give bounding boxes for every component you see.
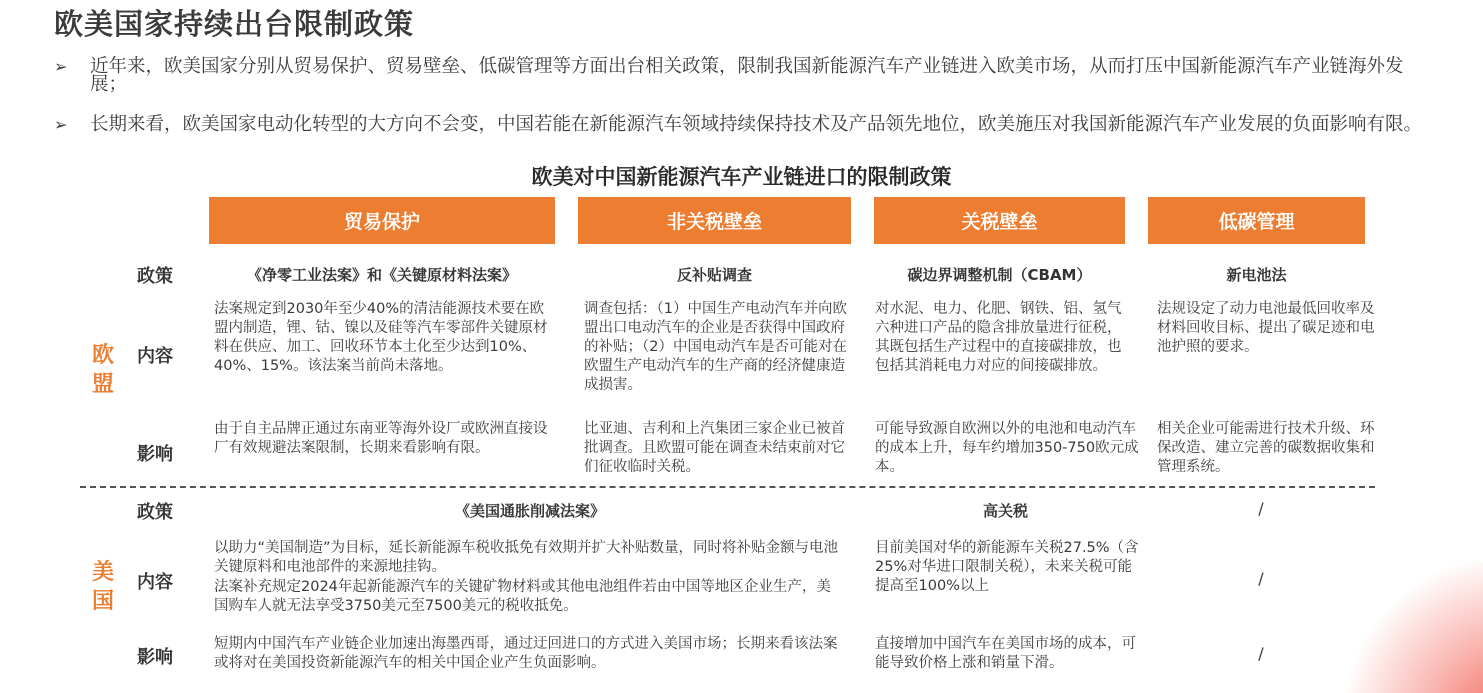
bullet-text: 长期来看，欧美国家电动化转型的大方向不会变，中国若能在新能源汽车领域持续保持技术及产品领先地位，欧美施压对我国新能源汽车产业发展的负面影响有限。 <box>90 114 1423 135</box>
region-us: 美国 <box>91 560 114 614</box>
us-impact-ira: 短期内中国汽车产业链企业加速出海墨西哥，通过迂回进口的方式进入美国市场；长期来看该法案或将对在美国投资新能源汽车的相关中国企业产生负面影响。 <box>214 636 838 671</box>
us-content-ira-1: 以助力“美国制造”为目标，延长新能源车税收抵免有效期并扩大补贴数量，同时将补贴金额与电池关键原料和电池部件的来源地挂钩。 <box>214 540 839 575</box>
eu-row-label-policy: 政策 <box>137 266 173 287</box>
header-non-tariff-barrier: 非关税壁垒 <box>578 197 851 244</box>
header-tariff-barrier: 关税壁垒 <box>874 197 1125 244</box>
eu-policy-trade: 《净零工业法案》和《关键原材料法案》 <box>246 266 517 284</box>
eu-content-trade: 法案规定到2030年至少40%的清洁能源技术要在欧盟内制造，锂、钴、镍以及硅等汽车零部件关键原材料在供应、加工、回收环节本土化至少达到10%、40%、15%。该法案当前尚未落地。 <box>214 301 548 374</box>
us-content-ira-2: 法案补充规定2024年起新能源汽车的关键矿物材料或其他电池组件若由中国等地区企业生产，美国购车人就无法享受3750美元至7500美元的税收抵免。 <box>214 579 831 614</box>
bullet-2 <box>54 116 1440 134</box>
us-impact-lowcarbon: / <box>1258 644 1264 663</box>
us-policy-lowcarbon: / <box>1258 499 1264 518</box>
eu-row-label-content: 内容 <box>137 346 173 367</box>
us-content-tariff: 目前美国对华的新能源车关税27.5%（含25%对华进口限制关税），未来关税可能提高至100%以上 <box>875 540 1139 594</box>
section-divider <box>80 486 1375 488</box>
eu-impact-trade: 由于自主品牌正通过东南亚等海外设厂或欧洲直接设厂有效规避法案限制，长期来看影响有限。 <box>214 421 548 456</box>
us-row-label-content: 内容 <box>137 572 173 593</box>
eu-impact-lowcarbon: 相关企业可能需进行技术升级、环保改造、建立完善的碳数据收集和管理系统。 <box>1157 421 1375 475</box>
us-policy-tariff: 高关税 <box>982 502 1028 520</box>
us-impact-tariff: 直接增加中国汽车在美国市场的成本，可能导致价格上涨和销量下滑。 <box>875 636 1136 671</box>
bullet-text: 近年来，欧美国家分别从贸易保护、贸易壁垒、低碳管理等方面出台相关政策，限制我国新能源汽车产业链进入欧美市场，从而打压中国新能源汽车产业链海外发展； <box>90 56 1404 95</box>
eu-row-label-impact: 影响 <box>137 444 173 465</box>
us-row-label-impact: 影响 <box>137 647 173 668</box>
eu-impact-tariff: 可能导致源自欧洲以外的电池和电动汽车的成本上升，每车约增加350-750欧元成本。 <box>875 421 1139 475</box>
eu-content-tariff: 对水泥、电力、化肥、钢铁、铝、氢气六种进口产品的隐含排放量进行征税，其既包括生产过程中的直接碳排放，也包括其消耗电力对应的间接碳排放。 <box>875 301 1122 374</box>
eu-policy-tariff: 碳边界调整机制（CBAM） <box>907 266 1092 284</box>
eu-content-lowcarbon: 法规设定了动力电池最低回收率及材料回收目标、提出了碳足迹和电池护照的要求。 <box>1157 301 1375 355</box>
us-content-lowcarbon: / <box>1258 569 1264 588</box>
page-title: 欧美国家持续出台限制政策 <box>54 7 415 41</box>
arrow-bullet-icon: ➢ <box>54 57 68 76</box>
us-row-label-policy: 政策 <box>137 502 173 523</box>
arrow-bullet-icon: ➢ <box>54 115 68 134</box>
bullet-1 <box>54 58 1440 94</box>
us-policy-ira: 《美国通胀削减法案》 <box>454 502 605 520</box>
header-low-carbon: 低碳管理 <box>1148 197 1365 244</box>
region-eu: 欧盟 <box>91 343 114 397</box>
eu-policy-lowcarbon: 新电池法 <box>1226 266 1287 284</box>
eu-policy-nontariff: 反补贴调查 <box>676 266 752 284</box>
eu-content-nontariff: 调查包括：（1）中国生产电动汽车并向欧盟出口电动汽车的企业是否获得中国政府的补贴；（2）中国电动汽车是否可能对在欧盟生产电动汽车的生产商的经济健康造成损害。 <box>584 301 847 393</box>
eu-impact-nontariff: 比亚迪、吉利和上汽集团三家企业已被首批调查。且欧盟可能在调查未结束前对它们征收临时关税。 <box>584 421 845 475</box>
table-title: 欧美对中国新能源汽车产业链进口的限制政策 <box>531 165 952 189</box>
header-trade-protection: 贸易保护 <box>209 197 555 244</box>
